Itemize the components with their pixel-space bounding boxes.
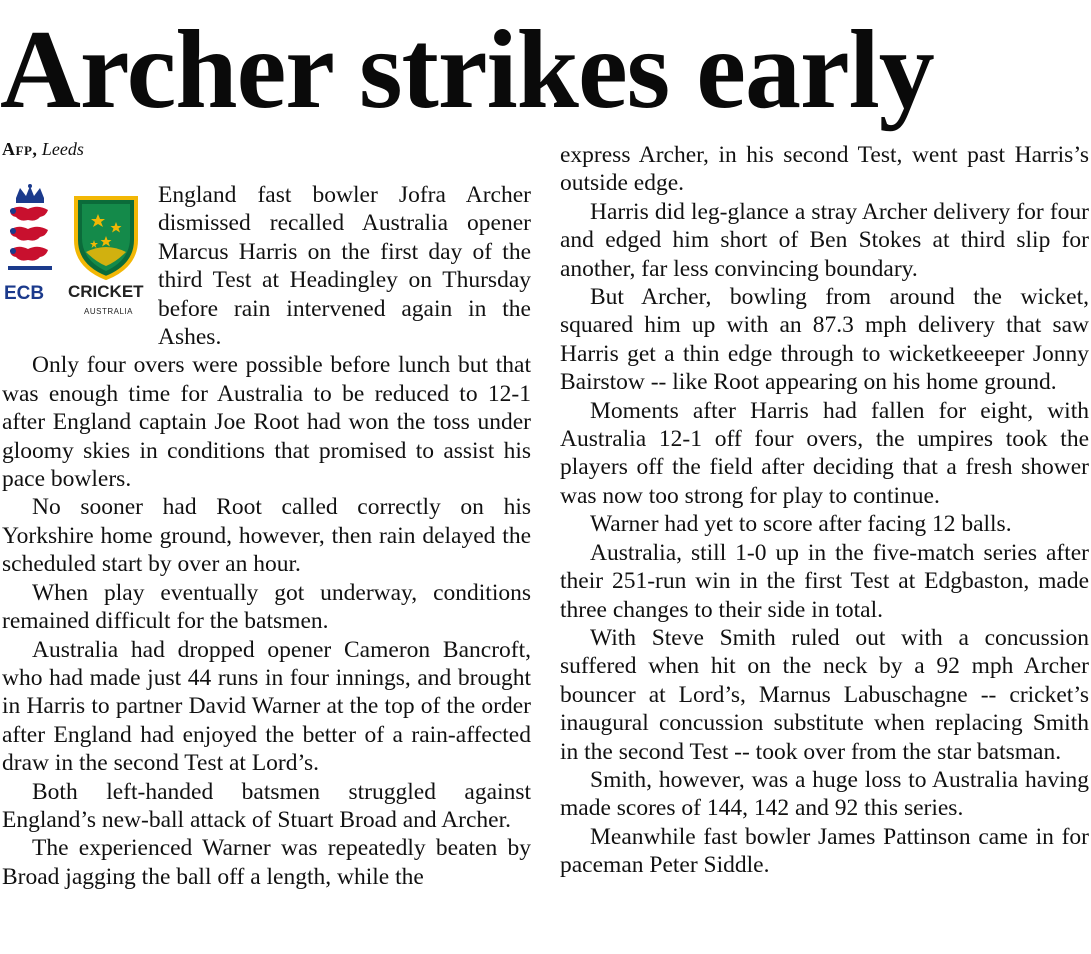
dateline [2,138,84,160]
paragraph: But Archer, bowling from around the wicket, squared him up with an 87.3 mph delivery that saw Harris get a thin edge through to wicketkeeeper Jonny Bairstow -- like Root appearing on his home ground. [560,284,1089,396]
paragraph: Meanwhile fast bowler James Pattinson came in for paceman Peter Siddle. [560,823,1089,879]
paragraph: Australia, still 1-0 up in the five-match series after their 251-run win in the first Test at Edgbaston, made three changes to their side in total. [560,539,1089,623]
paragraph: No sooner had Root called correctly on his Yorkshire home ground, however, then rain delayed the scheduled start by over an hour. [2,494,531,578]
paragraph: When play eventually got underway, conditions remained difficult for the batsmen. [2,579,531,635]
paragraph: Smith, however, was a huge loss to Australia having made scores of 144, 142 and 92 this series. [560,766,1089,822]
ecb-logo-text: ECB [4,283,45,304]
paragraph: Moments after Harris had fallen for eight, with Australia 12-1 off four overs, the umpires took the players off the field after deciding that a fresh shower was now too strong for play to continue. [560,397,1089,509]
article-column-2 [560,141,1089,880]
paragraph: Australia had dropped opener Cameron Bancroft, who had made just 44 runs in four innings, and brought in Harris to partner David Warner at the top of the order after England had enjoyed the better of a rain-affected draw in the second Test at Lord’s. [2,636,531,777]
paragraph: Warner had yet to score after facing 12 balls. [590,511,1012,538]
dateline-city: Leeds [41,139,84,159]
paragraph: Harris did leg-glance a stray Archer delivery for four and edged him short of Ben Stokes at third slip for another, far less convincing boundary. [560,198,1089,282]
paragraph: Only four overs were possible before lunch but that was enough time for Australia to be reduced to 12-1 after England captain Joe Root had won the toss under gloomy skies in conditions that promised to assist his pace bowlers. [2,352,531,493]
paragraph: With Steve Smith ruled out with a concussion suffered when hit on the neck by a 92 mph Archer bouncer at Lord’s, Marnus Labuschagne -- cricket’s inaugural concussion substitute when replacing Smith in the second Test -- took over from the star batsman. [560,624,1089,765]
logos [2,184,152,329]
paragraph: The experienced Warner was repeatedly beaten by Broad jagging the ball off a length, while the [2,835,531,890]
article-column-1 [2,181,531,891]
headline: Archer strikes early [0,8,934,132]
cricket-australia-subtext: AUSTRALIA [84,307,133,316]
cricket-australia-text: CRICKET [68,282,144,301]
paragraph: express Archer, in his second Test, went past Harris’s outside edge. [560,142,1089,197]
agency: Afp, [2,139,38,159]
paragraph: England fast bowler Jofra Archer dismissed recalled Australia opener Marcus Harris on the first day of the third Test at Headingley on Thursday before rain intervened again in the Ashes. [158,182,531,351]
paragraph: Both left-handed batsmen struggled against England’s new-ball attack of Stuart Broad and Archer. [2,778,531,833]
